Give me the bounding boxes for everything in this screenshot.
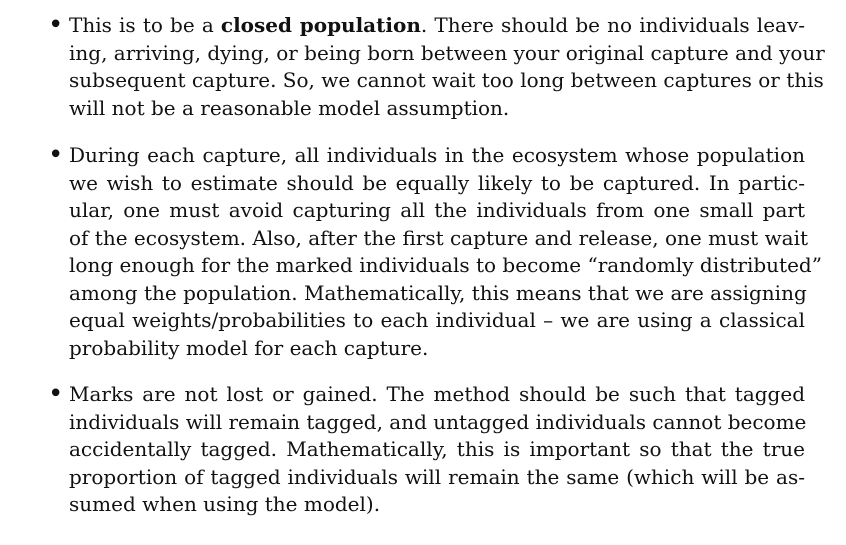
text-line: among the population. Mathematically, this means that we are assigning	[69, 280, 807, 305]
bullet-marker: •	[48, 10, 64, 40]
bullet-marker: •	[48, 379, 64, 409]
text-segment: This is to be a	[69, 13, 221, 37]
text-line: subsequent capture. So, we cannot wait too long between captures or this	[69, 68, 824, 92]
text-line: long enough for the marked individuals to become “randomly distributed”	[69, 253, 822, 277]
text-line: sumed when using the model).	[69, 492, 381, 516]
text-line: proportion of tagged individuals will remain the same (which will be as-	[69, 464, 805, 489]
text-line: equal weights/probabilities to each individual – we are using a classical	[69, 308, 805, 332]
text-line: of the ecosystem. Also, after the first capture and release, one must wait	[69, 225, 809, 250]
bold-term: closed population	[220, 13, 421, 37]
text-line: accidentally tagged. Mathematically, this is important so that the true	[69, 437, 805, 461]
text-line: we wish to estimate should be equally likely to be captured. In partic-	[69, 170, 805, 195]
bullet-marker: •	[48, 140, 64, 170]
text-line: ular, one must avoid capturing all the individuals from one small part	[69, 198, 805, 222]
text-line: Marks are not lost or gained. The method should be such that tagged	[69, 382, 805, 406]
text-line: will not be a reasonable model assumption.	[69, 95, 510, 120]
text-line: ing, arriving, dying, or being born between your original capture and your	[69, 40, 825, 65]
text-line	[69, 12, 805, 40]
text-line: probability model for each capture.	[69, 335, 429, 360]
text-line: During each capture, all individuals in the ecosystem whose population	[69, 143, 805, 167]
text-line: individuals will remain tagged, and untagged individuals cannot become	[69, 409, 807, 434]
text-segment: . There should be no individuals leav-	[420, 13, 806, 37]
